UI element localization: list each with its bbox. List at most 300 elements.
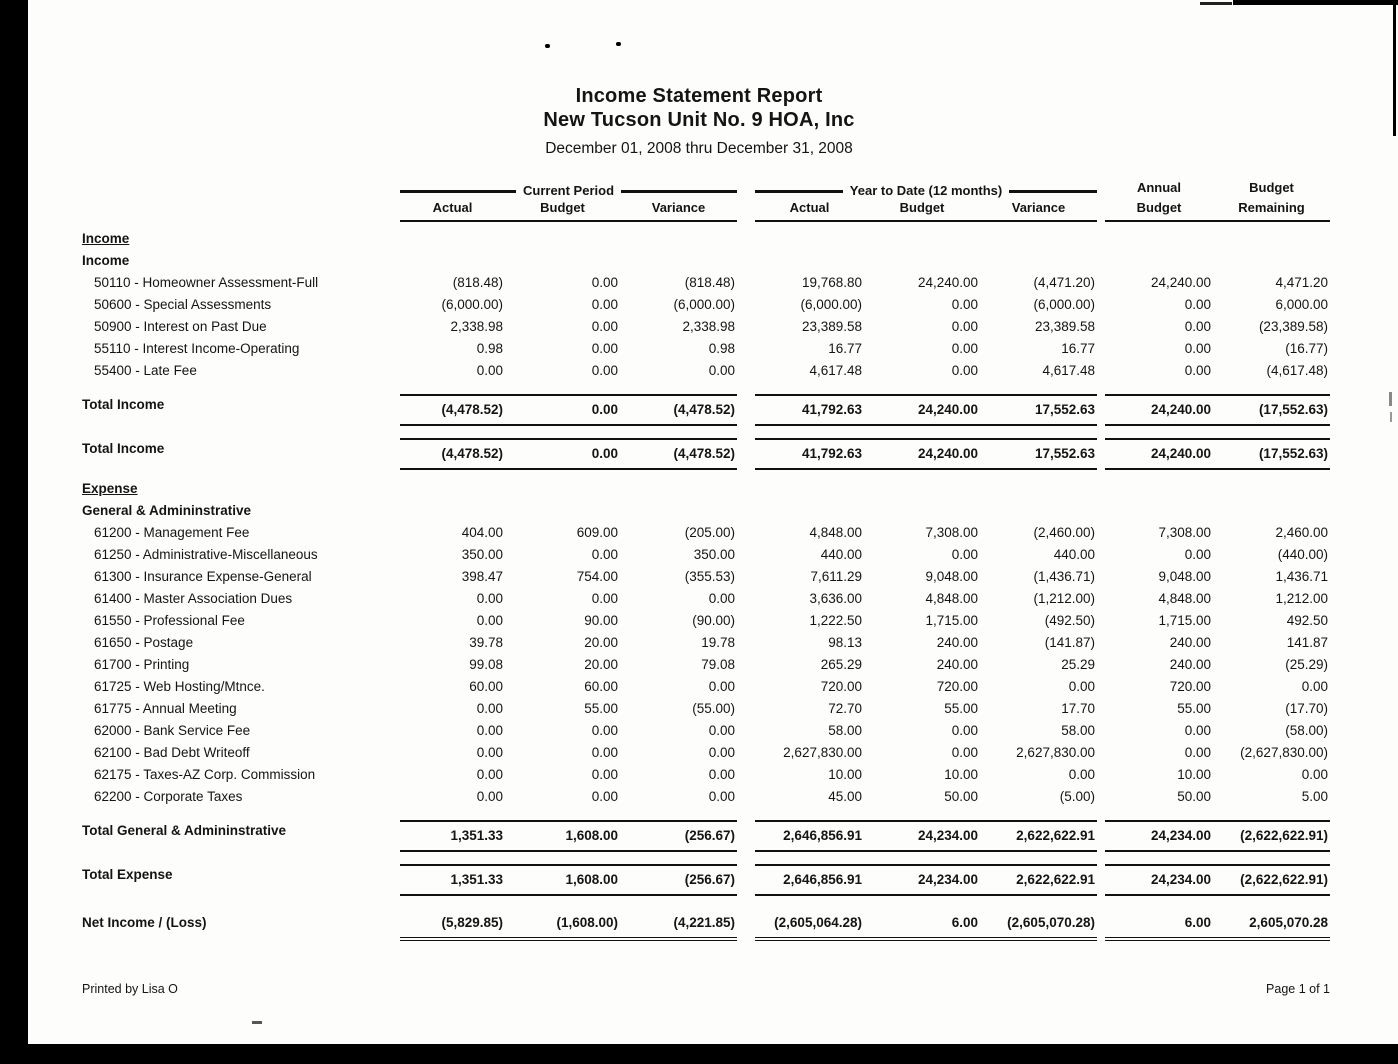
row-value: 2,627,830.00	[1016, 745, 1095, 760]
row-label: 62000 - Bank Service Fee	[94, 723, 251, 738]
row-value: 0.00	[476, 767, 503, 782]
report-table-body	[82, 228, 1330, 941]
row-value: (90.00)	[692, 613, 735, 628]
column-spacer	[737, 676, 755, 698]
row-value: (4,478.52)	[400, 394, 505, 426]
column-group-current-period	[400, 180, 737, 201]
row-label: 61650 - Postage	[94, 635, 194, 650]
row-value: (141.87)	[1044, 635, 1095, 650]
row-value: 3,636.00	[809, 591, 862, 606]
row-value: 720.00	[820, 679, 862, 694]
row-value: 0.00	[476, 363, 503, 378]
row-value: 10.00	[1177, 767, 1211, 782]
table-header	[82, 180, 1330, 222]
row-label: Total Expense	[82, 867, 173, 882]
row-value: 0.00	[708, 745, 735, 760]
row-value: 39.78	[469, 635, 503, 650]
row-value: (5.00)	[1059, 789, 1095, 804]
row-value: 0.00	[1184, 341, 1211, 356]
table-row	[82, 360, 1330, 382]
row-value: 4,848.00	[809, 525, 862, 540]
row-value: 6,000.00	[1275, 297, 1328, 312]
row-value: (16.77)	[1285, 341, 1328, 356]
scan-artifact-top-dash	[1200, 2, 1232, 5]
row-value: 1,351.33	[400, 820, 505, 852]
column-spacer	[737, 294, 755, 316]
column-spacer	[1097, 654, 1105, 676]
row-value: 16.77	[828, 341, 862, 356]
row-value: 4,617.48	[1042, 363, 1095, 378]
table-row	[82, 632, 1330, 654]
row-value: 0.00	[1184, 723, 1211, 738]
row-value: 2,338.98	[682, 319, 735, 334]
header-rule	[400, 190, 516, 193]
row-value: 2,646,856.91	[755, 820, 864, 852]
column-header-cp-actual: Actual	[400, 200, 505, 222]
scan-artifact-left-bar	[0, 0, 28, 1046]
row-value: 98.13	[828, 635, 862, 650]
column-spacer	[737, 272, 755, 294]
row-value: 0.00	[476, 591, 503, 606]
column-spacer	[1097, 294, 1105, 316]
row-value: 45.00	[828, 789, 862, 804]
column-spacer	[1097, 316, 1105, 338]
row-label: 61700 - Printing	[94, 657, 190, 672]
row-value: 0.00	[591, 275, 618, 290]
column-header-cp-budget: Budget	[505, 200, 620, 222]
row-value: 41,792.63	[755, 394, 864, 426]
row-value: 0.00	[591, 723, 618, 738]
row-value: (17.70)	[1285, 701, 1328, 716]
column-group-current-period-label: Current Period	[523, 183, 615, 198]
row-value: 720.00	[936, 679, 978, 694]
row-label: 61400 - Master Association Dues	[94, 591, 293, 606]
row-value: 2,338.98	[450, 319, 503, 334]
row-value: 1,715.00	[925, 613, 978, 628]
column-spacer	[1097, 272, 1105, 294]
row-label: 62175 - Taxes-AZ Corp. Commission	[94, 767, 316, 782]
row-value: 58.00	[828, 723, 862, 738]
column-spacer	[737, 316, 755, 338]
header-label-spacer	[82, 180, 400, 222]
row-label: Expense	[82, 481, 138, 496]
row-value: 0.00	[1184, 547, 1211, 562]
column-header-budget-remaining: Budget Remaining	[1213, 180, 1330, 222]
column-group-ytd	[755, 180, 1097, 201]
row-label: 61775 - Annual Meeting	[94, 701, 237, 716]
row-value: 0.00	[591, 341, 618, 356]
table-row	[82, 654, 1330, 676]
table-row	[82, 820, 1330, 852]
row-value: (256.67)	[620, 820, 737, 852]
row-value: 0.00	[591, 767, 618, 782]
column-spacer	[1097, 764, 1105, 786]
row-value: 0.00	[1068, 767, 1095, 782]
column-spacer	[737, 742, 755, 764]
row-value: (256.67)	[620, 864, 737, 896]
row-value: (6,000.00)	[673, 297, 735, 312]
column-spacer	[737, 864, 755, 896]
row-value: 265.29	[820, 657, 862, 672]
column-spacer	[1097, 912, 1105, 941]
page-number-text: Page 1 of 1	[1266, 982, 1330, 996]
scan-artifact-right-edge-line	[1393, 0, 1396, 136]
row-label: 61725 - Web Hosting/Mtnce.	[94, 679, 265, 694]
row-value: 0.00	[708, 723, 735, 738]
report-title: Income Statement Report	[575, 85, 823, 107]
row-value: 0.00	[708, 679, 735, 694]
row-value: 0.00	[476, 745, 503, 760]
row-value: 0.00	[505, 394, 620, 426]
column-header-ytd-budget: Budget	[864, 200, 980, 222]
table-row	[82, 338, 1330, 360]
row-value: 4,617.48	[809, 363, 862, 378]
column-spacer	[1097, 566, 1105, 588]
column-spacer	[1097, 864, 1105, 896]
row-value: 79.08	[701, 657, 735, 672]
column-spacer	[1097, 438, 1105, 470]
scan-artifact-smudge	[252, 1021, 262, 1024]
row-value: 6.00	[864, 912, 980, 941]
row-value: 0.00	[708, 789, 735, 804]
row-value: 90.00	[584, 613, 618, 628]
row-value: (355.53)	[684, 569, 735, 584]
column-spacer	[737, 588, 755, 610]
row-value: (1,608.00)	[505, 912, 620, 941]
row-value: 50.00	[1177, 789, 1211, 804]
row-value: (25.29)	[1285, 657, 1328, 672]
column-spacer	[737, 720, 755, 742]
column-group-ytd-label: Year to Date (12 months)	[849, 183, 1003, 198]
table-row	[82, 500, 1330, 522]
column-spacer	[737, 698, 755, 720]
row-value: 25.29	[1061, 657, 1095, 672]
column-spacer	[1097, 610, 1105, 632]
row-value: 609.00	[576, 525, 618, 540]
row-value: (2,627,830.00)	[1240, 745, 1328, 760]
row-value: 0.00	[951, 319, 978, 334]
row-value: 55.00	[584, 701, 618, 716]
row-value: 0.00	[1068, 679, 1095, 694]
row-value: 4,848.00	[925, 591, 978, 606]
column-spacer	[1097, 786, 1105, 808]
table-row	[82, 438, 1330, 470]
header-rule	[755, 190, 843, 193]
row-value: (4,478.52)	[620, 394, 737, 426]
row-value: 17.70	[1061, 701, 1095, 716]
row-value: 9,048.00	[925, 569, 978, 584]
row-value: 350.00	[461, 547, 503, 562]
scan-artifact-bottom-bar	[0, 1044, 1398, 1064]
column-spacer	[737, 610, 755, 632]
row-value: 0.00	[1184, 297, 1211, 312]
row-value: 0.00	[1184, 319, 1211, 334]
row-value: 0.00	[591, 591, 618, 606]
row-value: 24,240.00	[917, 275, 978, 290]
row-value: (4,478.52)	[620, 438, 737, 470]
row-value: 0.00	[505, 438, 620, 470]
row-value: 10.00	[828, 767, 862, 782]
column-spacer	[737, 764, 755, 786]
row-value: 1,436.71	[1275, 569, 1328, 584]
row-value: 0.00	[591, 547, 618, 562]
row-value: (440.00)	[1277, 547, 1328, 562]
row-value: 24,234.00	[864, 820, 980, 852]
row-value: 0.00	[591, 319, 618, 334]
row-value: (23,389.58)	[1258, 319, 1328, 334]
row-value: (2,460.00)	[1033, 525, 1095, 540]
column-spacer	[737, 522, 755, 544]
row-value: 0.00	[591, 789, 618, 804]
scan-artifact-dot	[616, 42, 621, 46]
row-value: 24,240.00	[1150, 275, 1211, 290]
row-value: (6,000.00)	[441, 297, 503, 312]
row-value: 6.00	[1105, 912, 1213, 941]
row-value: 0.00	[708, 363, 735, 378]
table-row	[82, 316, 1330, 338]
row-label: 55110 - Interest Income-Operating	[94, 341, 300, 356]
row-value: 9,048.00	[1158, 569, 1211, 584]
row-value: 7,611.29	[810, 569, 862, 584]
row-value: 0.00	[476, 789, 503, 804]
row-value: 16.77	[1061, 341, 1095, 356]
header-rule	[621, 190, 737, 193]
row-value: 0.00	[591, 297, 618, 312]
header-rule	[1009, 190, 1097, 193]
row-value: 4,471.20	[1275, 275, 1328, 290]
row-value: 720.00	[1169, 679, 1211, 694]
row-label: Total General & Admininstrative	[82, 823, 287, 838]
report-period: December 01, 2008 thru December 31, 2008	[545, 140, 853, 157]
column-spacer	[737, 654, 755, 676]
row-value: 2,622,622.91	[980, 820, 1097, 852]
column-spacer	[737, 912, 755, 941]
column-spacer	[737, 338, 755, 360]
row-value: 0.00	[951, 363, 978, 378]
row-value: (1,212.00)	[1033, 591, 1095, 606]
row-value: 398.47	[461, 569, 503, 584]
row-value: 1,212.00	[1275, 591, 1328, 606]
row-label: Total Income	[82, 441, 165, 456]
column-header-ytd-variance: Variance	[980, 200, 1097, 222]
row-value: 55.00	[1177, 701, 1211, 716]
column-spacer	[737, 566, 755, 588]
row-value: 0.00	[591, 363, 618, 378]
row-value: 24,240.00	[864, 394, 980, 426]
report-title-block	[0, 0, 1398, 158]
row-label: 50600 - Special Assessments	[94, 297, 272, 312]
table-row	[82, 478, 1330, 500]
row-label: Income	[82, 253, 130, 268]
row-value: (5,829.85)	[400, 912, 505, 941]
row-label: 55400 - Late Fee	[94, 363, 197, 378]
row-value: 5.00	[1301, 789, 1328, 804]
row-value: 58.00	[1061, 723, 1095, 738]
table-row	[82, 864, 1330, 896]
row-value: 7,308.00	[1158, 525, 1211, 540]
row-value: 1,351.33	[400, 864, 505, 896]
row-value: 350.00	[693, 547, 735, 562]
row-value: (17,552.63)	[1213, 394, 1330, 426]
scan-artifact-speck	[1389, 392, 1392, 406]
row-value: 55.00	[944, 701, 978, 716]
column-spacer	[737, 786, 755, 808]
row-label: Income	[82, 231, 130, 246]
row-value: 0.00	[951, 341, 978, 356]
row-value: 240.00	[1169, 635, 1211, 650]
row-value: 17,552.63	[980, 438, 1097, 470]
row-value: 41,792.63	[755, 438, 864, 470]
row-value: 4,848.00	[1158, 591, 1211, 606]
row-value: (4,617.48)	[1266, 363, 1328, 378]
company-name: New Tucson Unit No. 9 HOA, Inc	[543, 109, 855, 131]
row-value: (818.48)	[452, 275, 503, 290]
row-value: 23,389.58	[801, 319, 862, 334]
row-value: (55.00)	[692, 701, 735, 716]
row-value: 24,234.00	[864, 864, 980, 896]
row-value: 7,308.00	[925, 525, 978, 540]
table-row	[82, 228, 1330, 250]
row-value: (818.48)	[684, 275, 735, 290]
row-value: 1,608.00	[505, 820, 620, 852]
row-value: (2,622,622.91)	[1213, 820, 1330, 852]
column-spacer	[737, 544, 755, 566]
row-value: (6,000.00)	[800, 297, 862, 312]
row-value: 24,234.00	[1105, 820, 1213, 852]
column-spacer	[1097, 522, 1105, 544]
row-value: 0.00	[476, 723, 503, 738]
column-spacer	[1097, 698, 1105, 720]
row-label: 62100 - Bad Debt Writeoff	[94, 745, 250, 760]
row-value: (6,000.00)	[1033, 297, 1095, 312]
table-row	[82, 294, 1330, 316]
row-label: Total Income	[82, 397, 165, 412]
row-value: 240.00	[936, 635, 978, 650]
column-spacer	[1097, 360, 1105, 382]
row-value: 99.08	[469, 657, 503, 672]
table-row	[82, 522, 1330, 544]
scan-artifact-speck	[1390, 412, 1392, 422]
row-value: (205.00)	[684, 525, 735, 540]
row-value: 0.00	[476, 701, 503, 716]
row-label: 50110 - Homeowner Assessment-Full	[94, 275, 319, 290]
row-value: (2,622,622.91)	[1213, 864, 1330, 896]
column-spacer	[1097, 394, 1105, 426]
row-label: Net Income / (Loss)	[82, 915, 207, 930]
row-value: 240.00	[1169, 657, 1211, 672]
column-spacer	[1097, 720, 1105, 742]
row-value: (4,221.85)	[620, 912, 737, 941]
row-value: 17,552.63	[980, 394, 1097, 426]
table-row	[82, 272, 1330, 294]
table-row	[82, 720, 1330, 742]
row-value: 60.00	[469, 679, 503, 694]
row-value: 72.70	[828, 701, 862, 716]
row-value: 2,627,830.00	[783, 745, 862, 760]
row-value: 2,622,622.91	[980, 864, 1097, 896]
row-value: 0.00	[951, 745, 978, 760]
row-value: 0.00	[476, 613, 503, 628]
row-value: (2,605,064.28)	[755, 912, 864, 941]
row-value: 440.00	[1053, 547, 1095, 562]
column-header-cp-variance: Variance	[620, 200, 737, 222]
row-value: 0.00	[708, 767, 735, 782]
row-value: 0.00	[1184, 745, 1211, 760]
column-spacer	[1097, 820, 1105, 852]
row-value: 23,389.58	[1034, 319, 1095, 334]
table-row	[82, 610, 1330, 632]
row-value: 2,460.00	[1275, 525, 1328, 540]
scan-artifact-dot	[545, 44, 550, 48]
table-row	[82, 250, 1330, 272]
row-value: 0.00	[951, 723, 978, 738]
table-row	[82, 786, 1330, 808]
column-spacer	[1097, 742, 1105, 764]
row-label: 61250 - Administrative-Miscellaneous	[94, 547, 318, 562]
row-value: 19,768.80	[801, 275, 862, 290]
row-label: General & Admininstrative	[82, 503, 252, 518]
row-value: (2,605,070.28)	[980, 912, 1097, 941]
row-value: 20.00	[584, 657, 618, 672]
table-row	[82, 742, 1330, 764]
row-value: 0.00	[591, 745, 618, 760]
table-row	[82, 394, 1330, 426]
row-value: (1,436.71)	[1033, 569, 1095, 584]
row-label: 61200 - Management Fee	[94, 525, 250, 540]
printed-by-text: Printed by Lisa O	[82, 982, 178, 996]
row-value: 24,240.00	[1105, 438, 1213, 470]
table-row	[82, 544, 1330, 566]
column-spacer	[737, 820, 755, 852]
row-value: (4,471.20)	[1033, 275, 1095, 290]
row-value: 0.00	[1301, 679, 1328, 694]
table-row	[82, 676, 1330, 698]
row-value: 440.00	[820, 547, 862, 562]
row-value: 24,240.00	[1105, 394, 1213, 426]
row-label: 61300 - Insurance Expense-General	[94, 569, 312, 584]
row-value: 1,222.50	[809, 613, 862, 628]
row-value: 60.00	[584, 679, 618, 694]
row-value: 0.00	[1301, 767, 1328, 782]
row-value: 0.98	[708, 341, 735, 356]
column-spacer	[1097, 588, 1105, 610]
column-spacer	[1097, 544, 1105, 566]
row-value: 10.00	[944, 767, 978, 782]
column-header-ytd-actual: Actual	[755, 200, 864, 222]
column-spacer	[737, 438, 755, 470]
row-value: 404.00	[461, 525, 503, 540]
income-statement-table	[82, 180, 1330, 941]
row-value: 0.00	[1184, 363, 1211, 378]
row-value: 1,608.00	[505, 864, 620, 896]
column-spacer	[1097, 676, 1105, 698]
table-row	[82, 912, 1330, 941]
row-value: 2,646,856.91	[755, 864, 864, 896]
row-value: 24,240.00	[864, 438, 980, 470]
row-value: 1,715.00	[1158, 613, 1211, 628]
table-row	[82, 566, 1330, 588]
column-spacer	[737, 632, 755, 654]
row-value: (4,478.52)	[400, 438, 505, 470]
row-value: (58.00)	[1285, 723, 1328, 738]
row-value: 2,605,070.28	[1213, 912, 1330, 941]
scan-artifact-top-right-line	[1233, 0, 1398, 5]
row-value: 240.00	[936, 657, 978, 672]
column-spacer	[1097, 338, 1105, 360]
row-value: 20.00	[584, 635, 618, 650]
row-value: 24,234.00	[1105, 864, 1213, 896]
table-row	[82, 698, 1330, 720]
